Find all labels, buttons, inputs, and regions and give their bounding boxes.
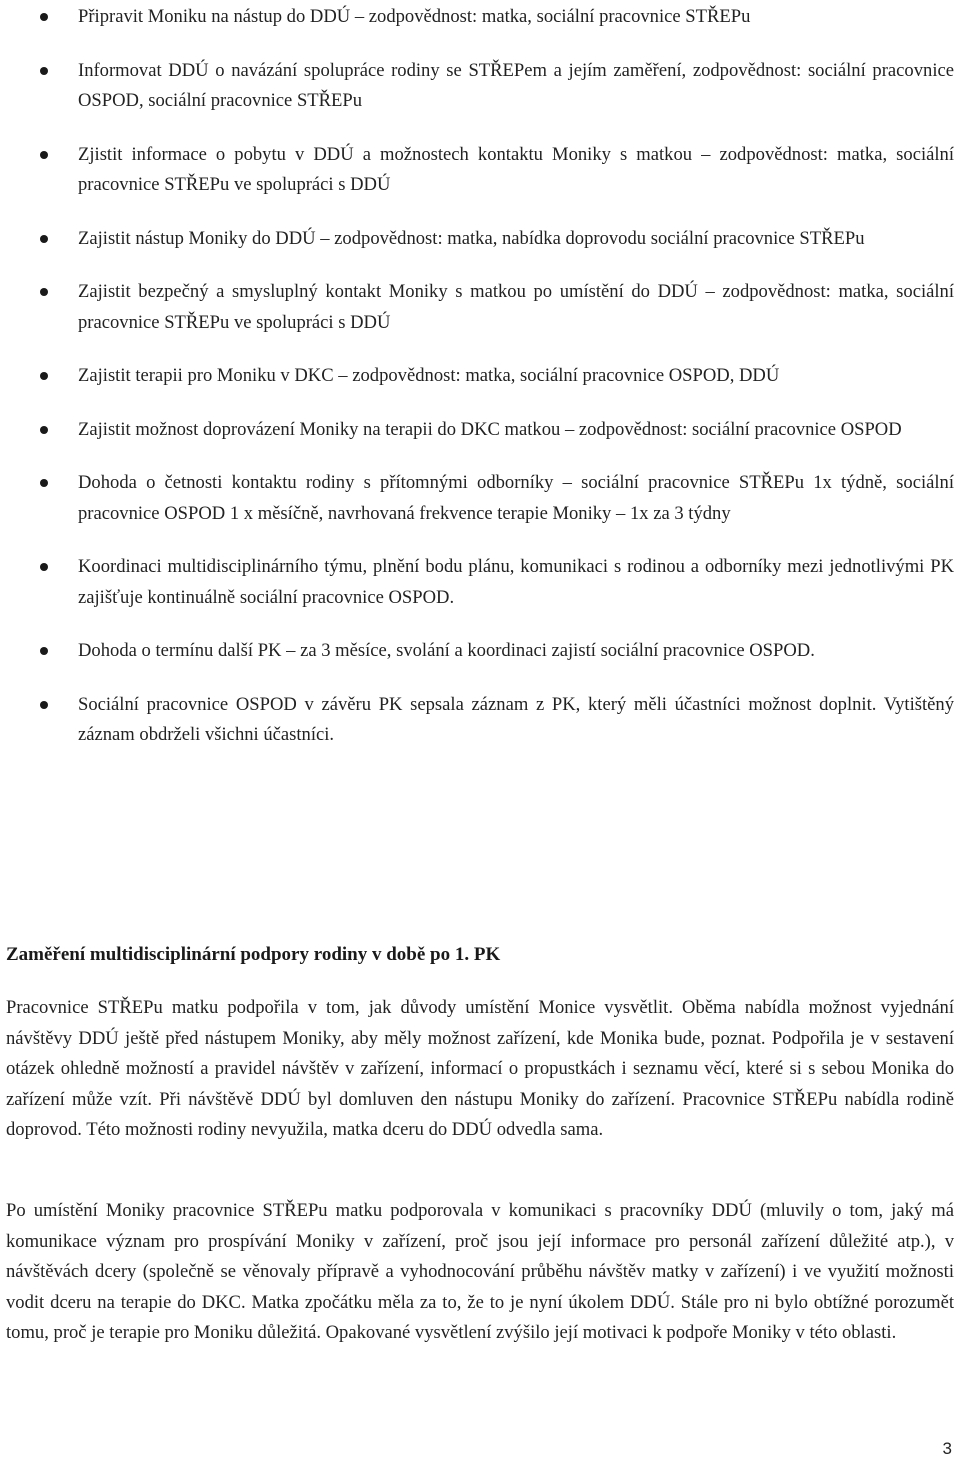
list-item-text: Zajistit bezpečný a smysluplný kontakt Moniky s matkou po umístění do DDÚ – zodpovědnost: matka, sociální pracovnice STŘEPu ve spolupráci s DDÚ: [78, 281, 954, 333]
bullet-icon: [40, 372, 48, 380]
list-item: [0, 415, 960, 446]
list-item: [0, 277, 960, 338]
list-item-text: Zajistit nástup Moniky do DDÚ – zodpovědnost: matka, nabídka doprovodu sociální pracovnice STŘEPu: [78, 227, 865, 249]
bullet-icon: [40, 647, 48, 655]
list-item-text: Zjistit informace o pobytu v DDÚ a možnostech kontaktu Moniky s matkou – zodpovědnost: matka, sociální pracovnice STŘEPu ve spolupráci s DDÚ: [78, 143, 954, 195]
list-item-text: Zajistit možnost doprovázení Moniky na terapii do DKC matkou – zodpovědnost: sociální pracovnice OSPOD: [78, 418, 902, 440]
page-number: 3: [942, 1439, 952, 1458]
list-item-text: Sociální pracovnice OSPOD v závěru PK sepsala záznam z PK, který měli účastníci možnost doplnit. Vytištěný záznam obdrželi všichni účastníci.: [78, 693, 954, 745]
list-item: [0, 224, 960, 255]
list-item: [0, 56, 960, 117]
list-item: [0, 2, 960, 33]
list-item-text: Koordinaci multidisciplinárního týmu, plnění bodu plánu, komunikaci s rodinou a odborníky mezi jednotlivými PK zajišťuje kontinuálně sociální pracovnice OSPOD.: [78, 556, 954, 608]
list-item-text: Připravit Moniku na nástup do DDÚ – zodpovědnost: matka, sociální pracovnice STŘEPu: [78, 6, 751, 27]
bullet-icon: [40, 701, 48, 709]
list-item-text: Dohoda o termínu další PK – za 3 měsíce, svolání a koordinaci zajistí sociální pracovnice OSPOD.: [78, 640, 815, 661]
bullet-icon: [40, 235, 48, 243]
list-item: [0, 690, 960, 751]
list-item: [0, 552, 960, 613]
bullet-icon: [40, 151, 48, 159]
list-item-text: Zajistit terapii pro Moniku v DKC – zodpovědnost: matka, sociální pracovnice OSPOD, DDÚ: [78, 365, 780, 386]
list-item: [0, 636, 960, 667]
list-item: [0, 361, 960, 392]
body-paragraph: Pracovnice STŘEPu matku podpořila v tom, jak důvody umístění Monice vysvětlit. Oběma nabídla možnost vyjednání návštěvy DDÚ ještě před nástupem Moniky, aby měly možnost zařízení, kde Monika bude, poznat. Podpořila je v sestavení otázek ohledně možností a pravidel návštěv v zařízení, informací o propustkách i seznamu věcí, které si s sebou Monika do zařízení může vzít. Při návštěvě DDÚ byl domluven den nástupu Moniky do zařízení. Pracovnice STŘEPu nabídla rodině doprovod. Této možnosti rodiny nevyužila, matka dceru do DDÚ odvedla sama.: [6, 997, 954, 1141]
bullet-icon: [40, 67, 48, 75]
list-item: [0, 140, 960, 201]
list-item-text: Informovat DDÚ o navázání spolupráce rodiny se STŘEPem a jejím zaměření, zodpovědnost: sociální pracovnice OSPOD, sociální pracovnice STŘEPu: [78, 59, 954, 111]
list-item-text: Dohoda o četnosti kontaktu rodiny s přítomnými odborníky – sociální pracovnice STŘEPu 1x týdně, sociální pracovnice OSPOD 1 x měsíčně, navrhovaná frekvence terapie Moniky – 1x za 3 týdny: [78, 472, 954, 524]
bullet-icon: [40, 288, 48, 296]
bullet-icon: [40, 13, 48, 21]
body-paragraph: Po umístění Moniky pracovnice STŘEPu matku podporovala v komunikaci s pracovníky DDÚ (mluvily o tom, jaký má komunikace význam pro prospívání Moniky v zařízení, proč jsou její informace pro personál zařízení důležité atp.), v návštěvách dcery (společně se věnovaly přípravě a vyhodnocování průběhu návštěv matky v zařízení) i ve využití možnosti vodit dceru na terapie do DKC. Matka zpočátku měla za to, že to je nyní úkolem DDÚ. Stále pro ni bylo obtížné porozumět tomu, proč je terapie pro Moniku důležitá. Opakované vysvětlení zvýšilo její motivaci k podpoře Moniky v této oblasti.: [6, 1200, 954, 1344]
section-heading: Zaměření multidisciplinární podpory rodiny v době po 1. PK: [6, 944, 501, 965]
bullet-icon: [40, 479, 48, 487]
bullet-list: [0, 2, 960, 774]
bullet-icon: [40, 563, 48, 571]
bullet-icon: [40, 426, 48, 434]
list-item: [0, 468, 960, 529]
